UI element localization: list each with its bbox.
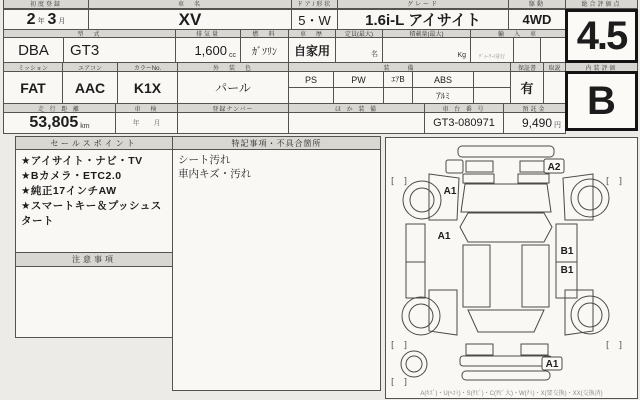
front-corner-shape (446, 160, 463, 173)
capacity-label: 定員(最大) (335, 29, 383, 38)
equip-alloy: ｱﾙﾐ (412, 87, 474, 104)
rear-bumper-shape (460, 356, 552, 366)
reg-year: 2 (26, 10, 36, 28)
exterior-color-value: パール (177, 71, 289, 104)
bracket-mark: [ ] (390, 378, 408, 386)
load-label: 積載量(最大) (382, 29, 471, 38)
damage-mark-a2: A2 (547, 162, 561, 173)
fuel-value: ｶﾞｿﾘﾝ (240, 37, 289, 63)
wheel-rear-right-inner (578, 303, 602, 327)
rear-quarter-right-shape (565, 290, 593, 335)
deposit-unit: 円 (554, 122, 561, 129)
cautions-title: 注意事項 (15, 252, 173, 267)
damage-mark-a1-fender: A1 (443, 186, 457, 197)
damage-legend: A(ｷｽﾞ)・U(ﾍｺﾐ)・S(ｻﾋﾞ)・C(ｻﾋﾞ大)・W(ﾅﾐ)・X(要交換)・XX(交換済) (420, 391, 603, 397)
load-value (382, 37, 471, 63)
door-front-left-shape (406, 224, 425, 262)
car-name-label: 車 名 (88, 0, 292, 9)
roof-left-shape (463, 245, 490, 307)
sales-points-title: セールスポイント (15, 136, 173, 150)
reg-month-unit: 月 (58, 18, 66, 25)
other-equip-value (288, 112, 425, 134)
grille-left-shape (466, 161, 493, 172)
damage-diagram-panel (385, 137, 638, 399)
mileage-label: 走 行 距 離 (3, 103, 116, 113)
equip-blank-1 (473, 71, 511, 88)
equipment-label: 装 備 (288, 62, 511, 72)
import-note: ﾃﾞｨｰﾗｰ/並行 (470, 37, 514, 63)
interior-score-label: 内装評価 (565, 62, 638, 72)
mileage-unit: km (80, 123, 90, 130)
wheel-rear-right-icon (571, 296, 609, 334)
roof-right-shape (522, 245, 549, 307)
headlamp-left-shape (463, 174, 494, 183)
warranty-book-label: 保証書 (510, 62, 544, 72)
drive-label: 駆動 (508, 0, 566, 9)
hood-shape (461, 184, 551, 212)
warranty-book-value: 有 (510, 71, 544, 104)
equip-blank-5 (473, 87, 511, 104)
equip-abs: ABS (412, 71, 474, 88)
front-bumper-shape (458, 146, 554, 157)
transmission-value: FAT (3, 71, 63, 104)
import-subcell-1 (513, 37, 541, 63)
bracket-mark: [ ] (605, 341, 623, 351)
overall-score-label: 総合評価点 (565, 0, 638, 9)
rear-window-shape (468, 310, 544, 332)
remark-line: 車内キズ・汚れ (178, 168, 252, 180)
door-shape-label: ドア/形状 (291, 0, 338, 9)
equip-pw: PW (333, 71, 384, 88)
damage-mark-a1-rear: A1 (545, 359, 559, 370)
spare-tire-icon (401, 351, 427, 377)
exterior-color-label: 外 装 色 (177, 62, 289, 72)
reg-year-unit: 年 (37, 18, 45, 25)
sales-point-item: ★スマートキー＆プッシュスタート (21, 200, 162, 227)
manual-value (543, 71, 566, 104)
grille-right-shape (520, 161, 547, 172)
transmission-label: ミッション (3, 62, 63, 72)
wheel-rear-left-icon (402, 297, 440, 335)
reg-month: 3 (47, 10, 57, 28)
model-code-label: 型 式 (3, 29, 176, 38)
grade-value: 1.6i-L アイサイト (337, 9, 509, 30)
fuel-label: 燃 料 (240, 29, 289, 38)
capacity-value (335, 37, 383, 63)
equip-blank-2 (288, 87, 334, 104)
sales-point-item: ★アイサイト・ナビ・TV (21, 155, 143, 167)
plate-value (177, 112, 289, 134)
deposit-label: 預託金 (503, 103, 566, 113)
wheel-front-left-inner (410, 188, 434, 212)
rear-lower-bar-shape (462, 371, 550, 380)
plate-label: 登録ナンバー (177, 103, 289, 113)
chassis-no-label: 車 台 番 号 (424, 103, 504, 113)
car-name-value: XV (88, 9, 292, 30)
wheel-front-right-icon (571, 179, 609, 217)
remark-line: シート汚れ (178, 154, 231, 166)
damage-mark-a1-door: A1 (437, 231, 451, 242)
inspection-value: 年 月 (115, 112, 178, 134)
sales-points-body (15, 149, 173, 253)
inspection-label: 車 検 (115, 103, 178, 113)
windshield-shape (460, 213, 552, 242)
bracket-mark: [ ] (605, 177, 623, 187)
displacement-number: 1,600 (194, 42, 227, 58)
wheel-front-left-icon (403, 181, 441, 219)
car-expanded-diagram-icon (386, 138, 637, 386)
bracket-mark: [ ] (390, 177, 408, 187)
displacement-label: 排気量 (175, 29, 241, 38)
manual-label: 取説 (543, 62, 566, 72)
aircon-value: AAC (62, 71, 118, 104)
mileage-value (3, 112, 116, 134)
equip-blank-3 (333, 87, 384, 104)
grade-label: グレード (337, 0, 509, 9)
color-no-value: K1X (117, 71, 178, 104)
load-unit: Kg (457, 52, 466, 59)
interior-score-value: B (565, 71, 638, 131)
import-label: 輸 入 車 (470, 29, 566, 38)
deposit-number: 9,490 (521, 116, 552, 130)
displacement-unit: cc (229, 52, 236, 59)
cautions-body (15, 266, 173, 338)
color-no-label: カラーNo. (117, 62, 178, 72)
damage-mark-b1-1: B1 (560, 246, 574, 257)
first-registration-label: 初度登録 (3, 0, 89, 9)
sales-point-item: ★Bカメラ・ETC2.0 (21, 170, 122, 182)
spare-tire-inner (406, 356, 422, 372)
deposit-value (503, 112, 566, 134)
mileage-number: 53,805 (29, 114, 79, 131)
model-value: GT3 (63, 37, 176, 63)
trunk-right-shape (521, 344, 548, 355)
headlamp-right-shape (518, 174, 549, 183)
displacement-value (175, 37, 241, 63)
bracket-mark: [ ] (390, 341, 408, 351)
trunk-left-shape (466, 344, 493, 355)
wheel-front-right-inner (578, 186, 602, 210)
import-subcell-2 (540, 37, 566, 63)
other-equip-label: ほ か 装 備 (288, 103, 425, 113)
usage-history-label: 車 歴 (288, 29, 336, 38)
door-rear-left-shape (406, 262, 425, 298)
first-registration-value (3, 9, 89, 30)
drive-value: 4WD (508, 9, 566, 30)
equip-blank-4 (383, 87, 413, 104)
sales-point-item: ★純正17インチAW (21, 185, 117, 197)
remarks-title: 特記事項・不具合箇所 (172, 136, 381, 150)
chassis-no-value: GT3-080971 (424, 112, 504, 134)
overall-score-value: 4.5 (565, 9, 638, 63)
door-shape-value: 5・W (291, 9, 338, 30)
aircon-label: エアコン (62, 62, 118, 72)
model-prefix-value: DBA (3, 37, 64, 63)
equip-ps: PS (288, 71, 334, 88)
remarks-body (172, 149, 381, 391)
equip-airbag: ｴｱB (383, 71, 413, 88)
usage-history-value: 自家用 (288, 37, 336, 63)
capacity-unit: 名 (371, 51, 378, 58)
rear-quarter-left-shape (429, 290, 457, 335)
damage-mark-b1-2: B1 (560, 265, 574, 276)
